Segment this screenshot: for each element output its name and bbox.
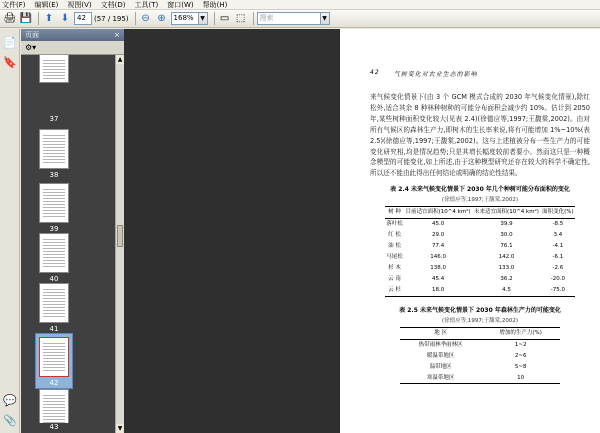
print-icon[interactable]: 🖨 [3, 13, 17, 24]
table-row [385, 241, 575, 252]
table-cell: 云 南 [388, 276, 401, 283]
table-cell: 142.0 [498, 254, 515, 261]
table-cell: 18.0 [404, 285, 472, 296]
table-cell: 39.9 [500, 221, 513, 228]
table-source: (徐德应等,1997;王馥棠,2002) [441, 317, 519, 324]
table-row [385, 263, 575, 274]
table-header: 面积变化(%) [541, 207, 575, 219]
table-row [385, 230, 575, 241]
table-row [400, 373, 560, 384]
scroll-down-icon[interactable]: ▼ [117, 425, 123, 432]
table-cell: -75.0 [541, 285, 575, 296]
table-cell: -4.1 [552, 243, 564, 250]
comments-icon[interactable]: 💬 [3, 393, 17, 407]
page-thumbnail[interactable] [39, 55, 69, 83]
bookmarks-icon[interactable]: 🔖 [3, 55, 17, 69]
prev-page-icon[interactable]: ⬆ [44, 13, 54, 24]
table-cell: 红 松 [388, 232, 401, 239]
table-cell: 杉 木 [388, 265, 401, 272]
table-cell: 146.0 [430, 254, 446, 261]
pages-panel [21, 29, 124, 433]
thumbnail-label: 41 [49, 325, 59, 333]
table-cell: 2~6 [514, 352, 527, 359]
menu-document[interactable]: 文档(D) [100, 0, 126, 9]
table-cell: -8.5 [552, 221, 564, 228]
menu-tools[interactable]: 工具(T) [134, 0, 159, 9]
table-cell: 77.4 [431, 243, 445, 250]
toolbar-separator [214, 12, 215, 25]
toolbar-separator [38, 12, 39, 25]
table-cell: 马尾松 [386, 254, 403, 261]
page-thumbnail[interactable] [39, 283, 69, 323]
table-header: 目前适宜面积(10^4 km²) [404, 207, 472, 219]
table-row [400, 362, 560, 373]
options-icon[interactable]: ⚙▾ [25, 43, 37, 52]
table-header: 地 区 [400, 327, 481, 339]
thumbnail-label: 38 [49, 171, 59, 179]
scroll-thumb[interactable] [117, 225, 123, 247]
table-cell: 3.4 [553, 232, 563, 239]
page-number: 42 [370, 69, 380, 76]
panel-options[interactable] [21, 41, 124, 55]
thumbnail-label: 42 [49, 379, 59, 387]
menu-bar [0, 0, 600, 10]
scroll-up-icon[interactable]: ▲ [117, 56, 123, 63]
table-cell: 1~2 [514, 341, 527, 348]
thumbnail-scrollbar[interactable] [115, 55, 124, 433]
table-cell: 29.0 [431, 232, 445, 239]
menu-help[interactable]: 帮助(H) [202, 0, 228, 9]
toolbar-separator [253, 12, 254, 25]
page-content [370, 69, 590, 384]
table-cell: 油 松 [388, 243, 401, 250]
table-title: 表 2.4 未来气候变化情景下 2030 年几个种树可能分布面积的变化 [390, 186, 570, 194]
thumbnail-label: 37 [49, 115, 59, 123]
zoom-select[interactable] [171, 12, 208, 25]
table-cell: 10 [481, 373, 560, 384]
panel-header [21, 29, 124, 41]
next-page-icon[interactable]: ⬇ [60, 13, 70, 24]
menu-edit[interactable]: 编辑(E) [34, 0, 59, 9]
table-cell: 5~8 [514, 363, 527, 370]
menu-window[interactable]: 窗口(W) [167, 0, 194, 9]
table-cell: 暖温带地区 [426, 352, 455, 359]
thumbnail-label: 39 [49, 225, 59, 233]
pages-icon[interactable]: 📄 [3, 35, 17, 49]
menu-file[interactable]: 文件(F) [2, 0, 26, 9]
zoom-value[interactable]: 168% [171, 12, 199, 25]
data-table [400, 327, 560, 385]
table-cell: 45.0 [431, 221, 445, 228]
table-cell: -2.6 [552, 265, 564, 272]
page-thumbnail[interactable] [39, 233, 69, 273]
table-cell: 45.4 [431, 276, 445, 283]
table-cell: 温带地区 [429, 363, 452, 370]
navigation-strip [0, 29, 20, 433]
table-cell: 云 杉 [385, 285, 404, 296]
table-cell: 寒温带地区 [400, 373, 481, 384]
toolbar-separator [135, 12, 136, 25]
table-row [385, 219, 575, 230]
running-head-title: 气候变化对农业生态的影响 [393, 71, 478, 78]
table-header: 增加的生产力(%) [481, 327, 560, 339]
table-cell: -6.1 [552, 254, 564, 261]
search-box[interactable] [257, 12, 330, 25]
page-thumbnail[interactable] [39, 183, 69, 223]
attachments-icon[interactable]: 📎 [3, 413, 17, 427]
zoom-in-icon[interactable]: ⊕ [157, 13, 166, 24]
document-background [124, 29, 340, 433]
table-cell: 138.0 [430, 265, 446, 272]
page-thumbnail[interactable] [39, 129, 69, 169]
page-number-input[interactable]: 42 [74, 12, 92, 25]
body-paragraph: 来气候变化情景下(由 3 个 GCM 模式合成的 2030 年气候变化情景),除红松外,适合其余 8 种林种树种的可能分布面积会减少约 10%。估计到 2050 年,某些树种面积变化较大(见表 2.4)(徐德应等,1997;王馥棠,2002)。由对所有气候区的森林生产力,即树木的生长率来说,将有可能增加 1%~10%(表 2.5)(徐德应等,1997;王馥棠,2002)。这与上述植被分布一些生产力的可能变化研究相,均是情况趋势;只是其增长幅度较前者要小。然而这只是一种概念模型的可能变化,如上所述,由于这种模型研究还存在较大的科学不确定性,所以还不能由此得出任何结论或明确的结论性结果。 [370, 93, 590, 178]
table-row [400, 351, 560, 362]
save-icon[interactable]: 💾 [19, 13, 33, 24]
table-header: 未来适宜面积(10^4 km²) [472, 207, 540, 219]
table-row [385, 274, 575, 285]
table-header: 树 种 [385, 207, 404, 219]
table-cell: 4.5 [472, 285, 540, 296]
table-cell: 热带雨林季雨林区 [418, 341, 463, 348]
fit-width-icon[interactable]: ⬚ [235, 13, 246, 24]
table-cell: 30.0 [500, 232, 513, 239]
fit-page-icon[interactable]: ▭ [219, 13, 230, 24]
thumbnail-label: 43 [39, 423, 69, 431]
running-header [370, 69, 590, 78]
table-title: 表 2.5 未来气候变化情景下 2030 年森林生产力的可能变化 [399, 306, 561, 314]
data-table [385, 206, 575, 297]
page-thumbnail-selected[interactable] [39, 337, 69, 377]
table-row [385, 252, 575, 263]
search-input[interactable]: 搜索 [257, 12, 321, 25]
table-cell: -20.0 [550, 276, 565, 283]
toolbar [0, 10, 600, 28]
page-count: (57 / 195) [94, 14, 129, 23]
table-row [400, 339, 560, 350]
table-row [385, 285, 575, 296]
thumbnail-label: 40 [49, 275, 59, 283]
table-cell: 76.1 [500, 243, 513, 250]
table-cell: 133.0 [498, 265, 515, 272]
close-icon[interactable]: × [114, 31, 120, 39]
menu-view[interactable]: 视图(V) [67, 0, 92, 9]
thumbnail-list [21, 55, 115, 433]
document-page [340, 29, 600, 433]
table-cell: 落叶松 [386, 221, 403, 228]
chevron-down-icon[interactable]: ▼ [321, 12, 330, 25]
table-source: (徐德应等,1997;王馥棠,2002) [441, 197, 519, 204]
panel-title: 页面 [25, 31, 39, 39]
chevron-down-icon[interactable]: ▼ [199, 12, 208, 25]
table-cell: 36.2 [500, 276, 513, 283]
zoom-out-icon[interactable]: ⊖ [141, 13, 150, 24]
